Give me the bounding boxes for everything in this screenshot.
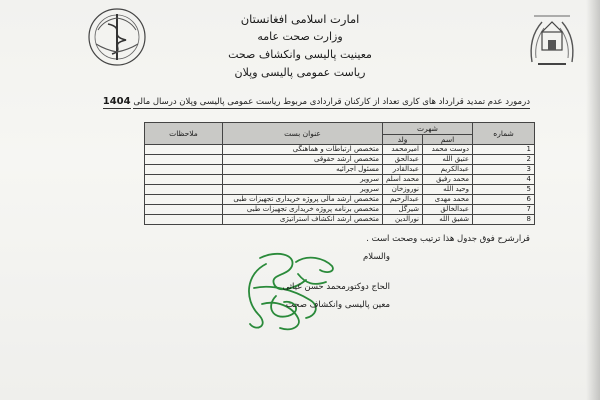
table-row (145, 145, 535, 155)
row-remarks (145, 155, 223, 165)
row-father: عبدالحق (383, 155, 423, 165)
row-name: شفیق الله (423, 215, 473, 225)
row-father: عبدالقادر (383, 165, 423, 175)
row-position: سرویر (223, 185, 383, 195)
page-edge-shadow (586, 0, 600, 400)
row-number: 7 (473, 205, 535, 215)
row-name: دوست محمد (423, 145, 473, 155)
row-remarks (145, 175, 223, 185)
row-father: نورالدین (383, 215, 423, 225)
directorate-title: ریاست عمومی پالیسی وپلان (234, 66, 366, 79)
closing-statement: قرارشرح فوق جدول هذا ترتیب وصحت است . (366, 234, 530, 244)
row-remarks (145, 195, 223, 205)
row-name: محمد رفیق (423, 175, 473, 185)
deputy-title: معینیت پالیسی وانکشاف صحت (228, 48, 372, 61)
state-emblem-icon (524, 8, 580, 70)
table-row (145, 215, 535, 225)
row-position: متخصص ارشد حقوقی (223, 155, 383, 165)
header-number: شماره (473, 123, 535, 145)
row-number: 5 (473, 185, 535, 195)
table-row (145, 185, 535, 195)
letterhead (180, 10, 420, 82)
row-name: عبدالکریم (423, 165, 473, 175)
row-position: متخصص ارشد مالی پروژه خریداری تجهیزات طبی (223, 195, 383, 205)
emirate-title: امارت اسلامی افغانستان (240, 12, 360, 26)
row-number: 4 (473, 175, 535, 185)
staff-table (144, 122, 535, 225)
row-position: متخصص ارشد انکشاف استراتیژی (223, 215, 383, 225)
header-name: اسم (423, 135, 473, 145)
table-row (145, 205, 535, 215)
signatory-title: معین پالیسی وانکشاف صحت (285, 300, 390, 310)
row-name: عتیق الله (423, 155, 473, 165)
subject-text: درمورد عدم تمدید قرارداد های کاری تعداد از کارکنان قراردادی مربوط ریاست عمومی پالیسی وپلان درسال مالی (133, 97, 530, 107)
header-father: ولد (383, 135, 423, 145)
row-position: متخصص برنامه پروژه خریداری تجهیزات طبی (223, 205, 383, 215)
row-name: محمد مهدی (423, 195, 473, 205)
table-row (145, 195, 535, 205)
row-remarks (145, 145, 223, 155)
table-row (145, 165, 535, 175)
header-identity: شهرت (383, 123, 473, 135)
row-remarks (145, 165, 223, 175)
row-position: متخصص ارتباطات و هماهنگی (223, 145, 383, 155)
row-father: محمد اسلم (383, 175, 423, 185)
row-father: شیرگل (383, 205, 423, 215)
subject-line (60, 96, 530, 107)
ministry-title: وزارت صحت عامه (257, 30, 343, 43)
header-remarks: ملاحظات (145, 123, 223, 145)
row-remarks (145, 205, 223, 215)
row-number: 1 (473, 145, 535, 155)
table-row (145, 175, 535, 185)
row-name: وحید الله (423, 185, 473, 195)
header-position: عنوان بست (223, 123, 383, 145)
row-father: عبدالرحیم (383, 195, 423, 205)
table-row (145, 155, 535, 165)
row-position: سرویر (223, 175, 383, 185)
row-name: عبدالخالق (423, 205, 473, 215)
row-number: 8 (473, 215, 535, 225)
signatory-name: الحاج دوکتورمحمد حسن غیاثی (282, 282, 390, 292)
row-father: امیرمحمد (383, 145, 423, 155)
ministry-health-logo-icon (86, 6, 148, 68)
row-remarks (145, 215, 223, 225)
row-position: مسئول اجرائیه (223, 165, 383, 175)
row-remarks (145, 185, 223, 195)
row-number: 3 (473, 165, 535, 175)
row-father: نوروزخان (383, 185, 423, 195)
salutation: والسلام (363, 252, 390, 262)
row-number: 6 (473, 195, 535, 205)
row-number: 2 (473, 155, 535, 165)
subject-year: 1404 (102, 96, 131, 107)
